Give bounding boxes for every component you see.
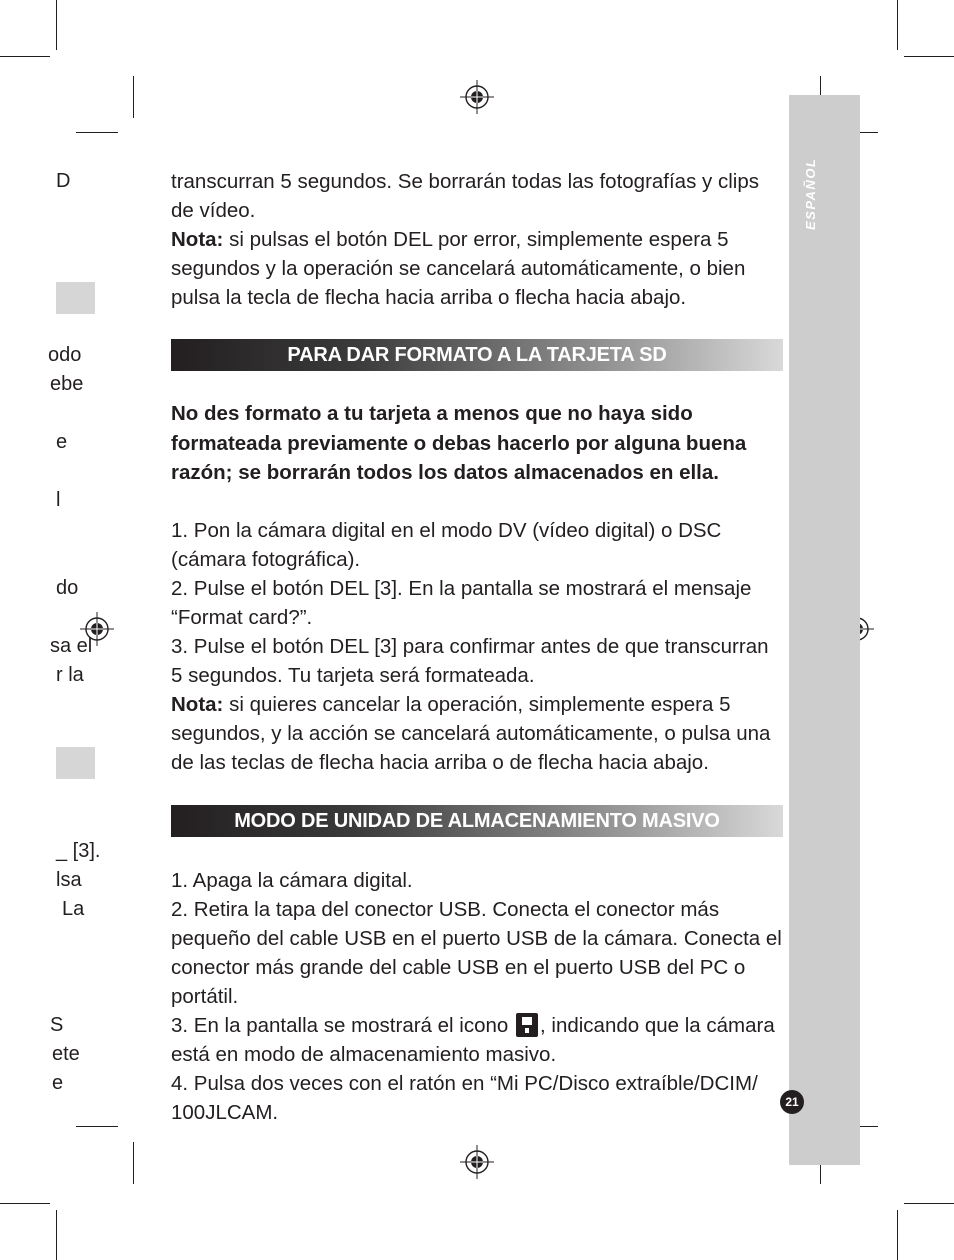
note-label: Nota: [171,693,224,716]
storage-step: 2. Retira la tapa del conector USB. Conecta el conector más pequeño del cable USB en el puerto USB de la cámara. Conecta el conector más grande del cable USB en el puerto USB del PC o portátil. [171,898,782,1008]
left-page-text-fragment: La [62,898,85,920]
crop-mark [897,1210,898,1260]
crop-mark [897,0,898,50]
left-page-heading-fragment [56,282,95,314]
left-page-text-fragment: D [56,170,71,192]
format-steps [171,516,785,777]
left-page-text-fragment: odo [48,344,82,366]
crop-mark [904,1203,954,1204]
storage-step: 1. Apaga la cámara digital. [171,869,413,892]
registration-mark-icon [460,1145,494,1179]
language-label: ESPAÑOL [803,157,818,230]
left-page-text-fragment: S [50,1014,64,1036]
storage-step-text: 3. En la pantalla se mostrará el icono [171,1014,514,1037]
crop-mark [133,76,134,118]
crop-mark [56,0,57,50]
storage-step [171,1011,785,1069]
crop-mark [0,56,50,57]
left-page-text-fragment: sa el [50,635,93,657]
format-section-body [171,399,785,488]
registration-mark-icon [460,80,494,114]
left-page-text-fragment: ebe [50,373,84,395]
left-page-heading-fragment [56,747,95,779]
left-page-text-fragment: r la [56,664,84,686]
crop-mark [76,132,118,133]
storage-step-text: , indicando que la cámara está en modo de almacenamiento masivo. [171,1014,775,1066]
format-step: 2. Pulse el botón DEL [3]. En la pantalla se mostrará el mensaje “Format card?”. [171,577,752,629]
intro-block [171,167,785,312]
left-page-text-fragment: e [52,1072,64,1094]
storage-steps [171,866,785,1127]
format-step: 1. Pon la cámara digital en el modo DV (vídeo digital) o DSC (cámara fotográfica). [171,519,722,571]
left-page-text-fragment: _ [3]. [56,840,101,862]
language-side-tab [789,95,860,1165]
section-heading-format: PARA DAR FORMATO A LA TARJETA SD [171,339,783,371]
crop-mark [0,1203,50,1204]
intro-note [171,225,785,312]
note-text: si quieres cancelar la operación, simplemente espera 5 segundos, y la acción se cancelará automáticamente, o pulsa una de las teclas de flecha hacia arriba o de flecha hacia abajo. [171,693,771,774]
crop-mark [56,1210,57,1260]
left-page-text-fragment: do [56,577,79,599]
format-step: 3. Pulse el botón DEL [3] para confirmar antes de que transcurran 5 segundos. Tu tarjeta será formateada. [171,635,769,687]
page-number: 21 [780,1090,804,1114]
format-note [171,690,785,777]
note-label: Nota: [171,228,224,251]
left-page-text-fragment: l [56,489,61,511]
section-heading-mass-storage: MODO DE UNIDAD DE ALMACENAMIENTO MASIVO [171,805,783,837]
note-text: si pulsas el botón DEL por error, simplemente espera 5 segundos y la operación se cancelará automáticamente, o bien pulsa la tecla de flecha hacia arriba o flecha hacia abajo. [171,228,746,309]
crop-mark [133,1142,134,1184]
left-page-text-fragment: lsa [56,869,82,891]
intro-text: transcurran 5 segundos. Se borrarán todas las fotografías y clips de vídeo. [171,170,759,222]
left-page-text-fragment: e [56,431,68,453]
crop-mark [76,1126,118,1127]
left-page-text-fragment: ete [52,1043,80,1065]
crop-mark [904,56,954,57]
format-warning: No des formato a tu tarjeta a menos que no haya sido formateada previamente o debas hacerlo por alguna buena razón; se borrarán todos los datos almacenados en ella. [171,402,747,484]
usb-storage-icon [516,1013,538,1037]
storage-step: 4. Pulsa dos veces con el ratón en “Mi PC/Disco extraíble/DCIM/ 100JLCAM. [171,1072,758,1124]
